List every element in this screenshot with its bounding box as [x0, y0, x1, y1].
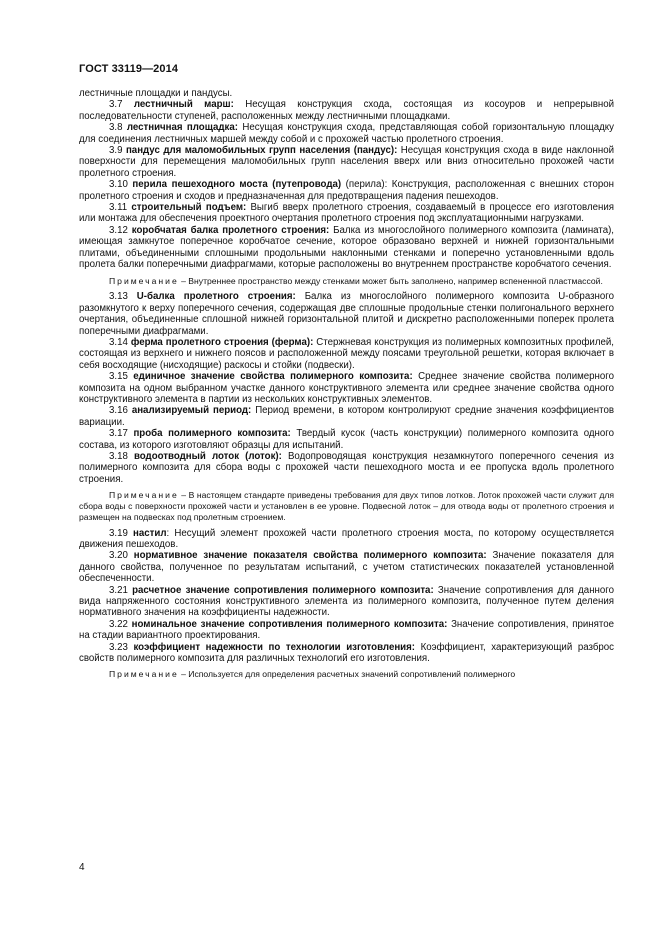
- document-header: ГОСТ 33119—2014: [79, 63, 179, 75]
- document-body: [79, 88, 614, 685]
- entry-3-16: 3.16 анализируемый период: Период времени, в котором контролируют средние значения коэффициентов вариации.: [79, 405, 614, 428]
- entry-3-8: 3.8 лестничная площадка: Несущая конструкция схода, представляющая собой горизонтальную площадку для соединения лестничных маршей между собой и с прохожей частью пролетного строения.: [79, 122, 614, 145]
- page-number: 4: [79, 862, 85, 873]
- entry-3-20: 3.20 нормативное значение показателя свойства полимерного композита: Значение показателя для данного свойства, полученное по результатам испытаний, с учетом статистических показателей установленной обеспеченности.: [79, 550, 614, 585]
- entry-3-17: 3.17 проба полимерного композита: Твердый кусок (часть конструкции) полимерного композита одного состава, из которого изготовляют образцы для испытаний.: [79, 428, 614, 451]
- entry-3-15: 3.15 единичное значение свойства полимерного композита: Среднее значение свойства полимерного композита на одном выбранном участке данного конструктивного элемента или среднее значение свойства одного конструктивного элемента в партии из нескольких конструктивных элементов.: [79, 371, 614, 405]
- entry-3-14: 3.14 ферма пролетного строения (ферма): Стержневая конструкция из полимерных композитных профилей, состоящая из верхнего и нижнего поясов и расположенной между поясами треугольной решетки, которая включает в себя восходящие (нисходящие) раскосы и стойки (подвески).: [79, 336, 614, 371]
- note-2: Примечание – В настоящем стандарте приведены требования для двух типов лотков. Лоток прохожей части служит для сбора воды с поверхности прохожей части и установлен в ее уровне. Подвесной лоток – для отвода воды от пролетного строения и размещен на подвесках под пролетным строением.: [79, 490, 614, 522]
- entry-3-7: 3.7 лестничный марш: Несущая конструкция схода, состоящая из косоуров и непрерывной последовательности ступеней, расположенных между лестничными площадками.: [79, 99, 615, 122]
- intro-text: лестничные площадки и пандусы.: [79, 88, 233, 99]
- entry-3-19: 3.19 настил: Несущий элемент прохожей части пролетного строения моста, по которому осуществляется движения пешеходов.: [79, 527, 614, 550]
- note-3: Примечание – Используется для определения расчетных значений сопротивлений полимерного: [109, 669, 516, 680]
- entry-3-13: 3.13 U-балка пролетного строения: Балка из многослойного полимерного композита U-образного разомкнутого к верху поперечного сечения, содержащая две сплошные продольные стенки полигонального верхнего очертания, объединенные сплошной нижней горизонтальной плитой и дискретно расположенными поперек пролета поперечными диафрагмами.: [79, 291, 614, 337]
- entry-3-10: 3.10 перила пешеходного моста (путепровода) (перила): Конструкция, расположенная с внешних сторон пролетного строения и сходов и предназначенная для предотвращения падения пешеходов.: [79, 179, 614, 202]
- entry-3-12: 3.12 коробчатая балка пролетного строения: Балка из многослойного полимерного композита (ламината), имеющая замкнутое поперечное коробчатое сечение, которое образовано верхней и нижней горизонтальными плитами, объединенными сплошными продольными наклонными стенками и поперечно установленными вдоль пролета балки поперечными диафрагмами, которые расположены во внутреннем пространстве коробчатого сечения.: [79, 224, 614, 271]
- entry-3-21: 3.21 расчетное значение сопротивления полимерного композита: Значение сопротивления для данного вида напряженного состояния конструктивного элемента из полимерного композита, полученное путем деления нормативного значения на коэффициенты надежности.: [79, 584, 614, 619]
- entry-3-9: 3.9 пандус для маломобильных групп населения (пандус): Несущая конструкция схода в виде наклонной поверхности для перемещения маломобильных групп населения вверх или вниз относительно прохожей части пролетного строения.: [79, 145, 615, 179]
- note-1: Примечание – Внутреннее пространство между стенками может быть заполнено, например вспененной пластмассой.: [109, 275, 603, 286]
- entry-3-18: 3.18 водоотводный лоток (лоток): Водопроводящая конструкция незамкнутого поперечного сечения из полимерного композита для сбора воды с прохожей части пешеходного моста и ее пропуска вдоль пролетного строения.: [79, 450, 614, 485]
- entry-3-11: 3.11 строительный подъем: Выгиб вверх пролетного строения, создаваемый в процессе его изготовления или монтажа для обеспечения проектного очертания пролетного строения под эксплуатационными нагрузками.: [79, 202, 615, 225]
- entry-3-23: 3.23 коэффициент надежности по технологии изготовления: Коэффициент, характеризующий разброс свойств полимерного композита для различных технологий его изготовления.: [79, 641, 614, 665]
- entry-3-22: 3.22 номинальное значение сопротивления полимерного композита: Значение сопротивления, принятое на стадии вариантного проектирования.: [79, 618, 614, 642]
